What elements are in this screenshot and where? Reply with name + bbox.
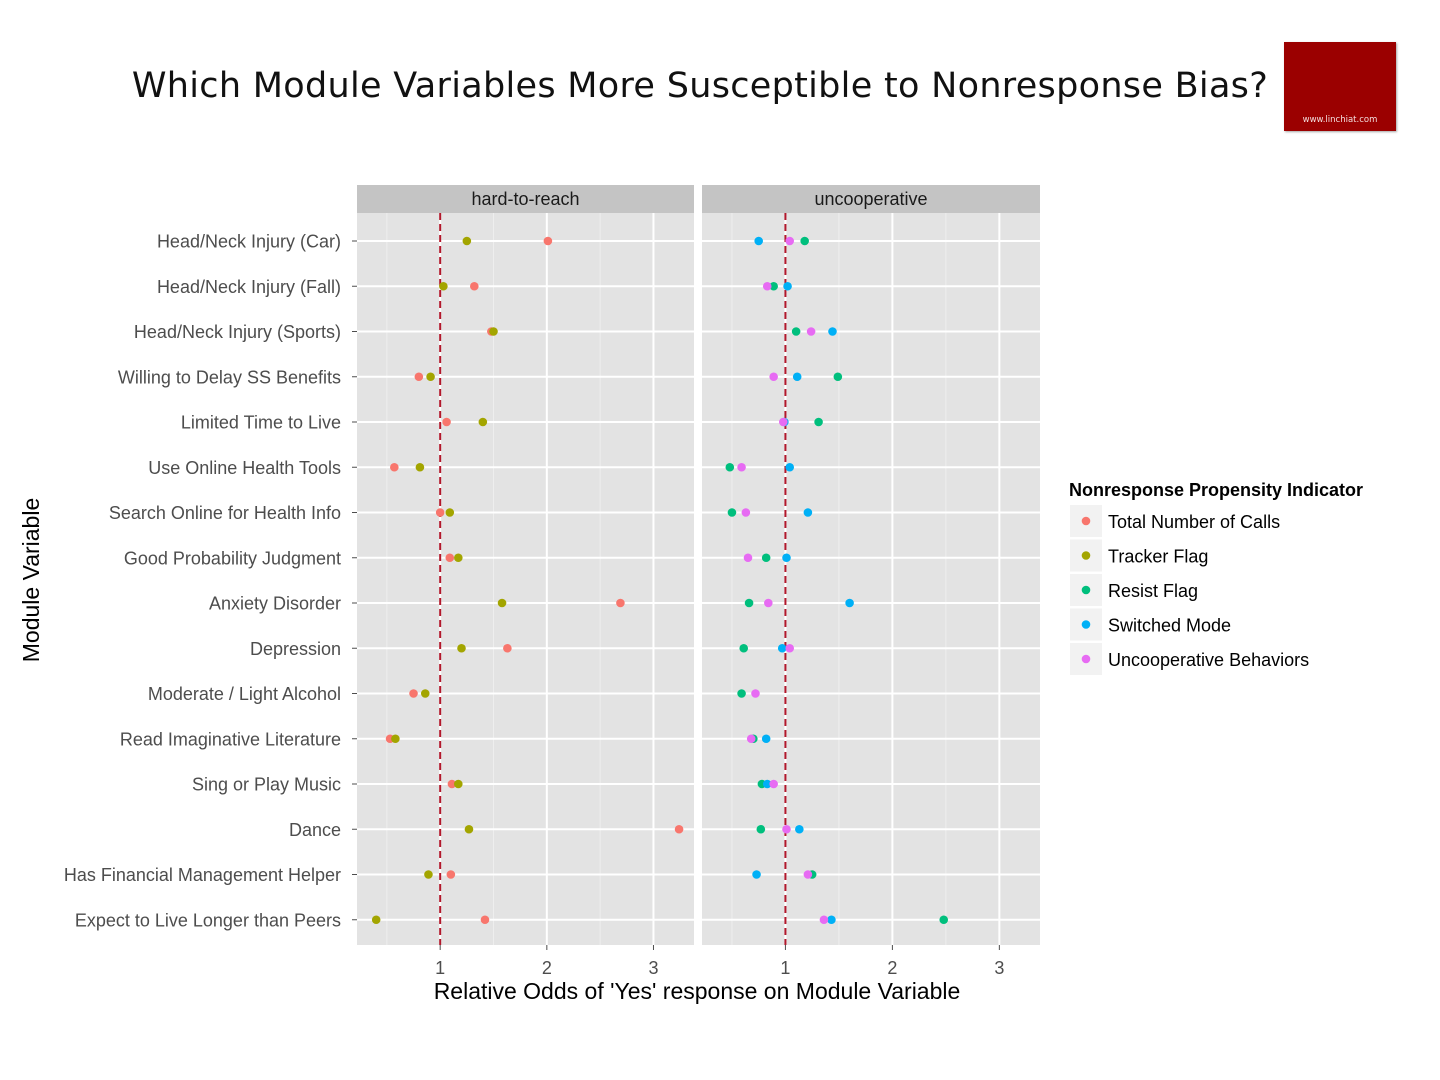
- data-point: [544, 237, 553, 246]
- data-point: [442, 418, 451, 427]
- data-point: [828, 327, 837, 336]
- legend-key-swatch: [1082, 655, 1091, 664]
- data-point: [726, 463, 735, 472]
- legend-item: [1070, 643, 1309, 675]
- data-point: [804, 508, 813, 517]
- y-tick-label: Moderate / Light Alcohol: [147, 684, 341, 704]
- data-point: [800, 237, 809, 246]
- data-point: [436, 508, 445, 517]
- data-point: [454, 553, 463, 562]
- legend-title: Nonresponse Propensity Indicator: [1069, 480, 1364, 500]
- data-point: [503, 644, 512, 653]
- y-tick-label: Head/Neck Injury (Fall): [156, 276, 341, 297]
- data-point: [778, 644, 787, 653]
- data-point: [807, 327, 816, 336]
- data-point: [445, 553, 454, 562]
- legend-key-swatch: [1082, 620, 1091, 629]
- data-point: [751, 689, 760, 698]
- data-point: [754, 237, 763, 246]
- data-point: [465, 825, 474, 834]
- legend-key-swatch: [1082, 586, 1091, 595]
- data-point: [757, 825, 766, 834]
- x-axis-title: Relative Odds of 'Yes' response on Module Variable: [433, 978, 961, 1004]
- data-point: [939, 915, 948, 924]
- data-point: [762, 553, 771, 562]
- data-point: [769, 780, 778, 789]
- data-point: [739, 644, 748, 653]
- y-tick-label: Head/Neck Injury (Car): [156, 231, 341, 252]
- page-title: Which Module Variables More Susceptible to Nonresponse Bias?: [131, 66, 1269, 106]
- data-point: [415, 372, 424, 381]
- y-tick-label: Search Online for Health Info: [108, 503, 341, 523]
- data-point: [409, 689, 418, 698]
- legend-key-swatch: [1082, 551, 1091, 560]
- y-tick-label: Depression: [249, 638, 341, 659]
- data-point: [827, 915, 836, 924]
- y-tick-label: Willing to Delay SS Benefits: [117, 367, 341, 388]
- data-point: [470, 282, 479, 291]
- data-point: [763, 282, 772, 291]
- data-point: [447, 870, 456, 879]
- y-tick-label: Head/Neck Injury (Sports): [133, 322, 341, 342]
- data-point: [820, 915, 829, 924]
- data-point: [372, 915, 381, 924]
- data-point: [463, 237, 472, 246]
- x-tick-label: 2: [541, 958, 552, 978]
- data-point: [752, 870, 761, 879]
- data-point: [785, 237, 794, 246]
- y-tick-label: Good Probability Judgment: [123, 548, 341, 569]
- data-point: [454, 780, 463, 789]
- legend-key-swatch: [1082, 517, 1091, 526]
- data-point: [421, 689, 430, 698]
- legend-label: Tracker Flag: [1108, 546, 1209, 567]
- y-tick-label: Read Imaginative Literature: [119, 729, 341, 750]
- data-point: [737, 689, 746, 698]
- y-tick-label: Sing or Play Music: [191, 774, 341, 795]
- legend-label: Uncooperative Behaviors: [1108, 650, 1310, 670]
- data-point: [457, 644, 466, 653]
- data-point: [782, 825, 791, 834]
- facet-label-hard-to-reach: hard-to-reach: [471, 189, 580, 209]
- y-tick-label: Dance: [288, 819, 341, 840]
- data-point: [747, 734, 756, 743]
- legend-item: [1070, 540, 1208, 572]
- legend-item: [1070, 609, 1231, 641]
- legend-item: [1070, 574, 1198, 606]
- data-point: [675, 825, 684, 834]
- data-point: [481, 915, 490, 924]
- data-point: [416, 463, 425, 472]
- data-point: [445, 508, 454, 517]
- data-point: [744, 553, 753, 562]
- x-tick-label: 1: [780, 958, 791, 978]
- data-point: [834, 372, 843, 381]
- y-tick-label: Has Financial Management Helper: [63, 865, 341, 885]
- panel-hard-to-reach: [357, 185, 694, 978]
- data-point: [489, 327, 498, 336]
- legend-label: Resist Flag: [1108, 581, 1199, 601]
- data-point: [793, 372, 802, 381]
- legend: [1069, 480, 1363, 675]
- panel-uncooperative: [702, 185, 1040, 978]
- legend-label: Total Number of Calls: [1108, 512, 1281, 532]
- data-point: [737, 463, 746, 472]
- data-point: [498, 599, 507, 608]
- data-point: [795, 825, 804, 834]
- data-point: [424, 870, 433, 879]
- x-tick-label: 1: [435, 958, 446, 978]
- data-point: [426, 372, 435, 381]
- y-tick-label: Anxiety Disorder: [208, 593, 341, 614]
- legend-item: [1070, 505, 1280, 537]
- x-tick-label: 3: [648, 958, 659, 978]
- panels-layer: [357, 185, 1040, 978]
- legend-label: Switched Mode: [1108, 615, 1232, 636]
- y-axis-tick-labels: [64, 232, 357, 931]
- data-point: [745, 599, 754, 608]
- data-point: [439, 282, 448, 291]
- data-point: [728, 508, 737, 517]
- panel-background: [357, 213, 694, 945]
- data-point: [616, 599, 625, 608]
- data-point: [785, 644, 794, 653]
- y-tick-label: Expect to Live Longer than Peers: [74, 910, 341, 931]
- panel-background: [702, 213, 1040, 945]
- y-tick-label: Limited Time to Live: [180, 412, 341, 433]
- data-point: [792, 327, 801, 336]
- data-point: [782, 553, 791, 562]
- data-point: [779, 418, 788, 427]
- data-point: [785, 463, 794, 472]
- logo-url-text: www.linchiat.com: [1302, 115, 1378, 125]
- x-tick-label: 2: [887, 958, 898, 978]
- data-point: [479, 418, 488, 427]
- data-point: [769, 372, 778, 381]
- data-point: [814, 418, 823, 427]
- data-point: [390, 463, 399, 472]
- data-point: [804, 870, 813, 879]
- y-axis-title: Module Variable: [18, 497, 44, 663]
- x-tick-label: 3: [994, 958, 1005, 978]
- facet-label-uncooperative: uncooperative: [814, 189, 928, 209]
- y-tick-label: Use Online Health Tools: [148, 457, 341, 478]
- data-point: [783, 282, 792, 291]
- data-point: [742, 508, 751, 517]
- data-point: [391, 734, 400, 743]
- data-point: [764, 599, 773, 608]
- data-point: [845, 599, 854, 608]
- data-point: [762, 734, 771, 743]
